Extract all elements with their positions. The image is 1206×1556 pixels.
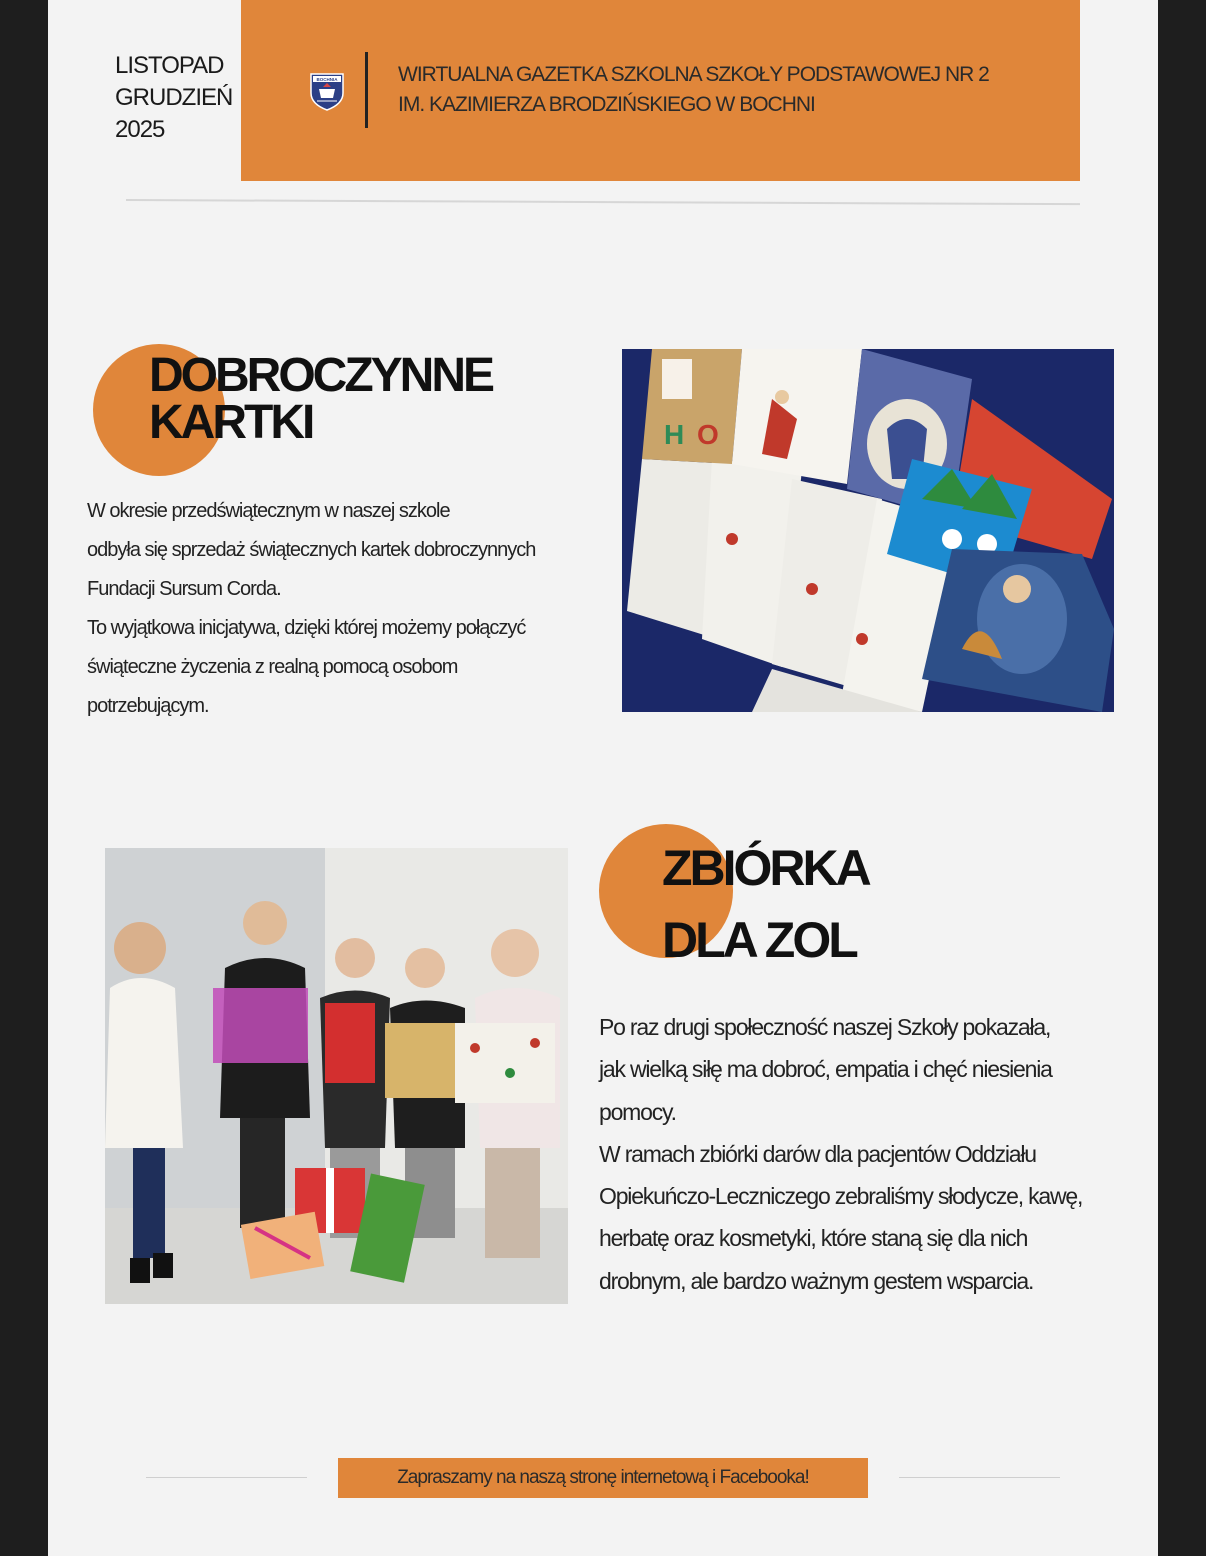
section-text-donation xyxy=(599,1006,1129,1302)
svg-text:H: H xyxy=(664,419,685,450)
newsletter-title-line-2: IM. KAZIMIERZA BRODZIŃSKIEGO W BOCHNI xyxy=(398,93,815,116)
newsletter-title-line-1: WIRTUALNA GAZETKA SZKOLNA SZKOŁY PODSTAWOWEJ NR 2 xyxy=(398,63,989,86)
text-line: świąteczne życzenia z realną pomocą osobom xyxy=(87,656,458,678)
text-line: herbatę oraz kosmetyki, które staną się dla nich xyxy=(599,1225,1028,1252)
crest-label: BOCHNIA xyxy=(316,77,338,82)
heading-line: DOBROCZYNNE xyxy=(149,349,493,402)
charity-cards-photo xyxy=(622,349,1114,712)
issue-month-2: GRUDZIEŃ xyxy=(115,84,233,111)
text-line: Opiekuńczo-Leczniczego zebraliśmy słodycze, kawę, xyxy=(599,1183,1083,1210)
text-line: drobnym, ale bardzo ważnym gestem wsparcia. xyxy=(599,1267,1034,1294)
text-line: odbyła się sprzedaż świątecznych kartek dobroczynnych xyxy=(87,539,536,561)
charity-cards-illustration xyxy=(622,349,1114,712)
heading-line: ZBIÓRKA xyxy=(662,840,869,896)
website-facebook-link[interactable]: Zapraszamy na naszą stronę internetową i Facebooka! xyxy=(338,1458,868,1498)
header-rule xyxy=(126,199,1080,205)
heading-line: KARTKI xyxy=(149,396,313,449)
text-line: W okresie przedświątecznym w naszej szkole xyxy=(87,500,450,522)
text-line: potrzebującym. xyxy=(87,695,209,717)
header-divider xyxy=(365,52,368,128)
footer-rule-left xyxy=(146,1477,307,1478)
donation-group-photo xyxy=(105,848,568,1304)
text-line: jak wielką siłę ma dobroć, empatia i chęć niesienia xyxy=(599,1056,1052,1083)
text-line: pomocy. xyxy=(599,1098,676,1125)
issue-month-1: LISTOPAD xyxy=(115,52,224,79)
text-line: Fundacji Sursum Corda. xyxy=(87,578,281,600)
text-line: W ramach zbiórki darów dla pacjentów Oddziału xyxy=(599,1140,1036,1167)
footer-rule-right xyxy=(899,1477,1060,1478)
section-heading-cards xyxy=(149,349,493,449)
text-line: To wyjątkowa inicjatywa, dzięki której możemy połączyć xyxy=(87,617,526,639)
issue-year: 2025 xyxy=(115,116,165,143)
newsletter-title xyxy=(398,60,1038,120)
svg-text:O: O xyxy=(697,419,719,450)
school-crest-icon xyxy=(309,71,345,111)
donation-group-illustration xyxy=(105,848,568,1304)
card-angel xyxy=(732,349,862,484)
section-heading-donation xyxy=(662,832,869,976)
heading-line: DLA ZOL xyxy=(662,912,856,968)
text-line: Po raz drugi społeczność naszej Szkoły pokazała, xyxy=(599,1014,1051,1040)
newsletter-page xyxy=(48,0,1158,1556)
section-text-cards xyxy=(87,492,617,726)
